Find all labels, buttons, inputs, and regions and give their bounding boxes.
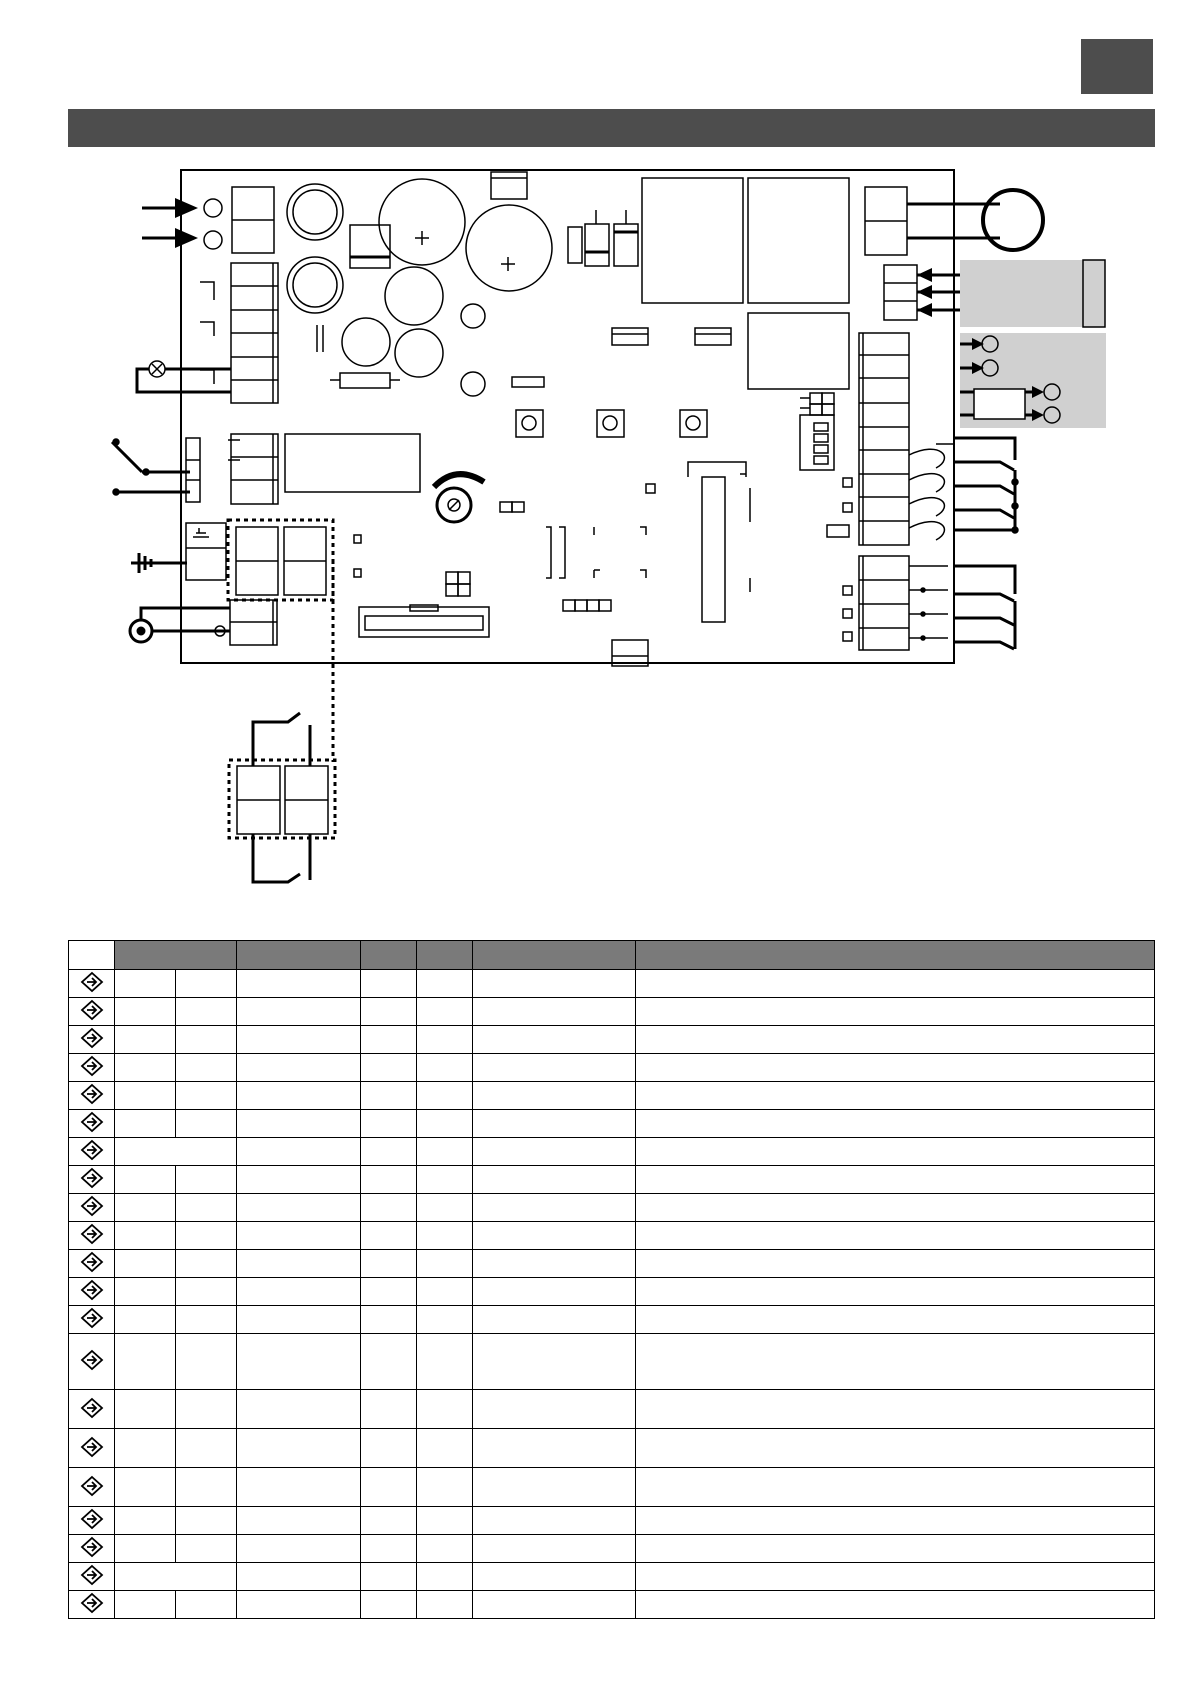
table-cell	[417, 1166, 473, 1194]
terminal-description-table	[68, 940, 1155, 1619]
terminal-diamond-icon	[79, 1508, 105, 1530]
row-icon-cell	[69, 1535, 115, 1563]
table-cell	[176, 1278, 237, 1306]
table-cell	[636, 1110, 1155, 1138]
table-row	[69, 1535, 1155, 1563]
terminal-diamond-icon	[79, 1279, 105, 1301]
row-icon-cell	[69, 1429, 115, 1468]
table-cell	[176, 970, 237, 998]
table-cell	[361, 998, 417, 1026]
table-cell	[361, 1535, 417, 1563]
table-cell	[237, 1250, 361, 1278]
table-cell	[237, 1278, 361, 1306]
table-row	[69, 1306, 1155, 1334]
terminal-diamond-icon	[79, 1027, 105, 1049]
push-button-2	[597, 410, 624, 437]
table-header-cell	[417, 941, 473, 970]
table-cell	[176, 1507, 237, 1535]
push-button-1	[516, 410, 543, 437]
table-cell	[176, 1082, 237, 1110]
table-cell	[473, 1278, 636, 1306]
table-cell	[417, 1591, 473, 1619]
table-cell	[636, 1222, 1155, 1250]
table-cell	[417, 1026, 473, 1054]
table-cell	[473, 1390, 636, 1429]
terminal-diamond-icon	[79, 1223, 105, 1245]
terminal-diamond-icon	[79, 1475, 105, 1497]
table-cell	[176, 1250, 237, 1278]
safety-input-contacts	[954, 438, 1015, 530]
table-header-cell	[237, 941, 361, 970]
table-row	[69, 1468, 1155, 1507]
jumper-group-on-board	[228, 520, 333, 600]
table-cell	[115, 1110, 176, 1138]
terminal-diamond-icon	[79, 1436, 105, 1458]
motor-symbol	[983, 190, 1043, 250]
terminal-diamond-icon	[79, 1536, 105, 1558]
table-cell	[176, 1390, 237, 1429]
table-cell	[473, 1306, 636, 1334]
terminal-diamond-icon	[79, 1307, 105, 1329]
table-cell	[237, 1166, 361, 1194]
table-cell	[361, 1507, 417, 1535]
table-cell	[361, 970, 417, 998]
table-row	[69, 1278, 1155, 1306]
table-row	[69, 1166, 1155, 1194]
table-cell	[361, 1278, 417, 1306]
table-cell	[361, 1563, 417, 1591]
row-icon-cell	[69, 1194, 115, 1222]
table-cell	[636, 1306, 1155, 1334]
table-cell	[115, 1166, 176, 1194]
table-cell	[473, 1194, 636, 1222]
table-cell	[237, 1334, 361, 1390]
table-cell	[115, 1138, 237, 1166]
table-cell	[473, 1166, 636, 1194]
table-row	[69, 970, 1155, 998]
top-connector	[491, 172, 527, 199]
table-cell	[417, 1535, 473, 1563]
shaded-panel-encoder	[960, 260, 1083, 327]
table-cell	[636, 998, 1155, 1026]
table-cell	[237, 1194, 361, 1222]
row-icon-cell	[69, 998, 115, 1026]
table-cell	[361, 1591, 417, 1619]
table-cell	[417, 1390, 473, 1429]
table-cell	[636, 1026, 1155, 1054]
table-header-cell	[115, 941, 237, 970]
external-jumper-group	[229, 713, 335, 882]
table-cell	[417, 1429, 473, 1468]
terminal-block-left-2	[231, 434, 278, 504]
table-cell	[473, 1334, 636, 1390]
table-cell	[115, 970, 176, 998]
table-cell	[237, 1468, 361, 1507]
table-cell	[473, 1082, 636, 1110]
table-cell	[115, 1250, 176, 1278]
table-header-cell	[361, 941, 417, 970]
terminal-block-right-1	[859, 333, 909, 545]
table-cell	[473, 970, 636, 998]
table-cell	[417, 970, 473, 998]
table-cell	[361, 1110, 417, 1138]
table-cell	[473, 1591, 636, 1619]
table-cell	[417, 1278, 473, 1306]
table-cell	[115, 1390, 176, 1429]
table-cell	[473, 1563, 636, 1591]
table-cell	[115, 1334, 176, 1390]
table-cell	[417, 1194, 473, 1222]
table-cell	[115, 998, 176, 1026]
table-row	[69, 1250, 1155, 1278]
table-cell	[636, 1166, 1155, 1194]
row-icon-cell	[69, 1334, 115, 1390]
terminal-diamond-icon	[79, 999, 105, 1021]
terminal-diamond-icon	[79, 971, 105, 993]
table-cell	[361, 1429, 417, 1468]
table-cell	[176, 1194, 237, 1222]
table-cell	[237, 1390, 361, 1429]
terminal-diamond-icon	[79, 1083, 105, 1105]
table-cell	[473, 1429, 636, 1468]
row-icon-cell	[69, 1250, 115, 1278]
row-icon-cell	[69, 1278, 115, 1306]
table-cell	[237, 1591, 361, 1619]
table-cell	[176, 1535, 237, 1563]
table-cell	[636, 1591, 1155, 1619]
table-row	[69, 1591, 1155, 1619]
table-header-cell	[473, 941, 636, 970]
table-cell	[176, 1591, 237, 1619]
ground-symbol	[131, 553, 187, 573]
transformer-2	[748, 178, 849, 303]
table-cell	[473, 998, 636, 1026]
table-cell	[473, 1507, 636, 1535]
table-cell	[361, 1306, 417, 1334]
capacitor-large-1	[379, 179, 465, 265]
table-cell	[115, 1278, 176, 1306]
row-icon-cell	[69, 1026, 115, 1054]
table-row	[69, 998, 1155, 1026]
table-cell	[115, 1507, 176, 1535]
table-cell	[237, 1563, 361, 1591]
table-cell	[361, 1054, 417, 1082]
command-input-contacts	[954, 566, 1015, 649]
table-cell	[176, 1026, 237, 1054]
table-cell	[636, 1194, 1155, 1222]
table-cell	[417, 1110, 473, 1138]
table-row	[69, 1082, 1155, 1110]
terminal-diamond-icon	[79, 1397, 105, 1419]
table-cell	[237, 1082, 361, 1110]
table-cell	[417, 1334, 473, 1390]
table-cell	[361, 1138, 417, 1166]
table-cell	[473, 1054, 636, 1082]
row-icon-cell	[69, 1138, 115, 1166]
key-switch-symbol	[112, 442, 190, 492]
row-icon-cell	[69, 1591, 115, 1619]
table-cell	[473, 1110, 636, 1138]
table-cell	[176, 998, 237, 1026]
table-cell	[361, 1250, 417, 1278]
row-icon-cell	[69, 1054, 115, 1082]
table-cell	[176, 1110, 237, 1138]
row-icon-cell	[69, 1563, 115, 1591]
terminal-diamond-icon	[79, 1564, 105, 1586]
terminal-diamond-icon	[79, 1167, 105, 1189]
row-icon-cell	[69, 1222, 115, 1250]
terminal-diamond-icon	[79, 1139, 105, 1161]
table-header-row	[69, 941, 1155, 970]
table-cell	[176, 1334, 237, 1390]
table-cell	[473, 1535, 636, 1563]
table-cell	[361, 1222, 417, 1250]
table-cell	[115, 1563, 237, 1591]
table-cell	[636, 1082, 1155, 1110]
table-row	[69, 1054, 1155, 1082]
table-cell	[237, 1138, 361, 1166]
table-row	[69, 1110, 1155, 1138]
table-cell	[237, 1507, 361, 1535]
table-cell	[473, 1468, 636, 1507]
row-icon-cell	[69, 1507, 115, 1535]
row-icon-cell	[69, 1390, 115, 1429]
table-cell	[417, 998, 473, 1026]
table-cell	[361, 1166, 417, 1194]
capacitor-1	[287, 184, 343, 240]
table-cell	[417, 1468, 473, 1507]
table-cell	[473, 1138, 636, 1166]
table-cell	[417, 1250, 473, 1278]
table-cell	[636, 1563, 1155, 1591]
table-cell	[237, 1110, 361, 1138]
row-icon-cell	[69, 1110, 115, 1138]
table-cell	[417, 1222, 473, 1250]
table-cell	[636, 1054, 1155, 1082]
table-cell	[636, 1429, 1155, 1468]
table-cell	[473, 1026, 636, 1054]
table-cell	[361, 1390, 417, 1429]
table-cell	[237, 998, 361, 1026]
table-row	[69, 1390, 1155, 1429]
table-cell	[115, 1591, 176, 1619]
table-cell	[417, 1563, 473, 1591]
table-cell	[115, 1535, 176, 1563]
terminal-diamond-icon	[79, 1111, 105, 1133]
table-cell	[237, 1026, 361, 1054]
table-cell	[417, 1054, 473, 1082]
table-cell	[115, 1054, 176, 1082]
table-cell	[115, 1194, 176, 1222]
table-cell	[636, 1250, 1155, 1278]
table-cell	[237, 970, 361, 998]
table-cell	[417, 1082, 473, 1110]
table-header-cell	[636, 941, 1155, 970]
table-cell	[636, 1334, 1155, 1390]
relay-block	[285, 434, 420, 492]
microcontroller	[702, 477, 725, 622]
table-header-cell	[69, 941, 115, 970]
terminal-block-right-2	[859, 556, 909, 650]
transformer-1	[642, 178, 743, 303]
table-cell	[237, 1306, 361, 1334]
table-cell	[115, 1082, 176, 1110]
table-cell	[237, 1535, 361, 1563]
terminal-diamond-icon	[79, 1251, 105, 1273]
table-cell	[361, 1082, 417, 1110]
table-row	[69, 1026, 1155, 1054]
row-icon-cell	[69, 1166, 115, 1194]
table-cell	[473, 1222, 636, 1250]
table-cell	[176, 1222, 237, 1250]
table-cell	[115, 1306, 176, 1334]
table-cell	[636, 1507, 1155, 1535]
terminal-diamond-icon	[79, 1195, 105, 1217]
table-cell	[115, 1429, 176, 1468]
table-cell	[115, 1026, 176, 1054]
table-cell	[176, 1429, 237, 1468]
table-cell	[115, 1468, 176, 1507]
table-cell	[417, 1507, 473, 1535]
terminal-diamond-icon	[79, 1055, 105, 1077]
row-icon-cell	[69, 1468, 115, 1507]
table-cell	[417, 1138, 473, 1166]
terminal-diamond-icon	[79, 1592, 105, 1614]
table-cell	[176, 1306, 237, 1334]
push-button-3	[680, 410, 707, 437]
table-cell	[361, 1026, 417, 1054]
table-cell	[176, 1054, 237, 1082]
table-row	[69, 1429, 1155, 1468]
table-cell	[473, 1250, 636, 1278]
table-cell	[417, 1306, 473, 1334]
table-cell	[361, 1334, 417, 1390]
table-cell	[237, 1222, 361, 1250]
capacitor-large-2	[466, 205, 552, 291]
table-cell	[361, 1468, 417, 1507]
table-row	[69, 1222, 1155, 1250]
table-row	[69, 1194, 1155, 1222]
table-row	[69, 1507, 1155, 1535]
table-cell	[176, 1166, 237, 1194]
table-cell	[237, 1429, 361, 1468]
table-cell	[636, 1468, 1155, 1507]
row-icon-cell	[69, 1306, 115, 1334]
table-cell	[115, 1222, 176, 1250]
table-row	[69, 1563, 1155, 1591]
row-icon-cell	[69, 1082, 115, 1110]
table-cell	[636, 970, 1155, 998]
table-cell	[636, 1138, 1155, 1166]
table-cell	[636, 1535, 1155, 1563]
table-cell	[176, 1468, 237, 1507]
table-row	[69, 1334, 1155, 1390]
row-icon-cell	[69, 970, 115, 998]
terminal-diamond-icon	[79, 1349, 105, 1371]
table-cell	[237, 1054, 361, 1082]
table-row	[69, 1138, 1155, 1166]
capacitor-2	[287, 257, 343, 313]
table-cell	[636, 1390, 1155, 1429]
table-cell	[636, 1278, 1155, 1306]
table-cell	[361, 1194, 417, 1222]
